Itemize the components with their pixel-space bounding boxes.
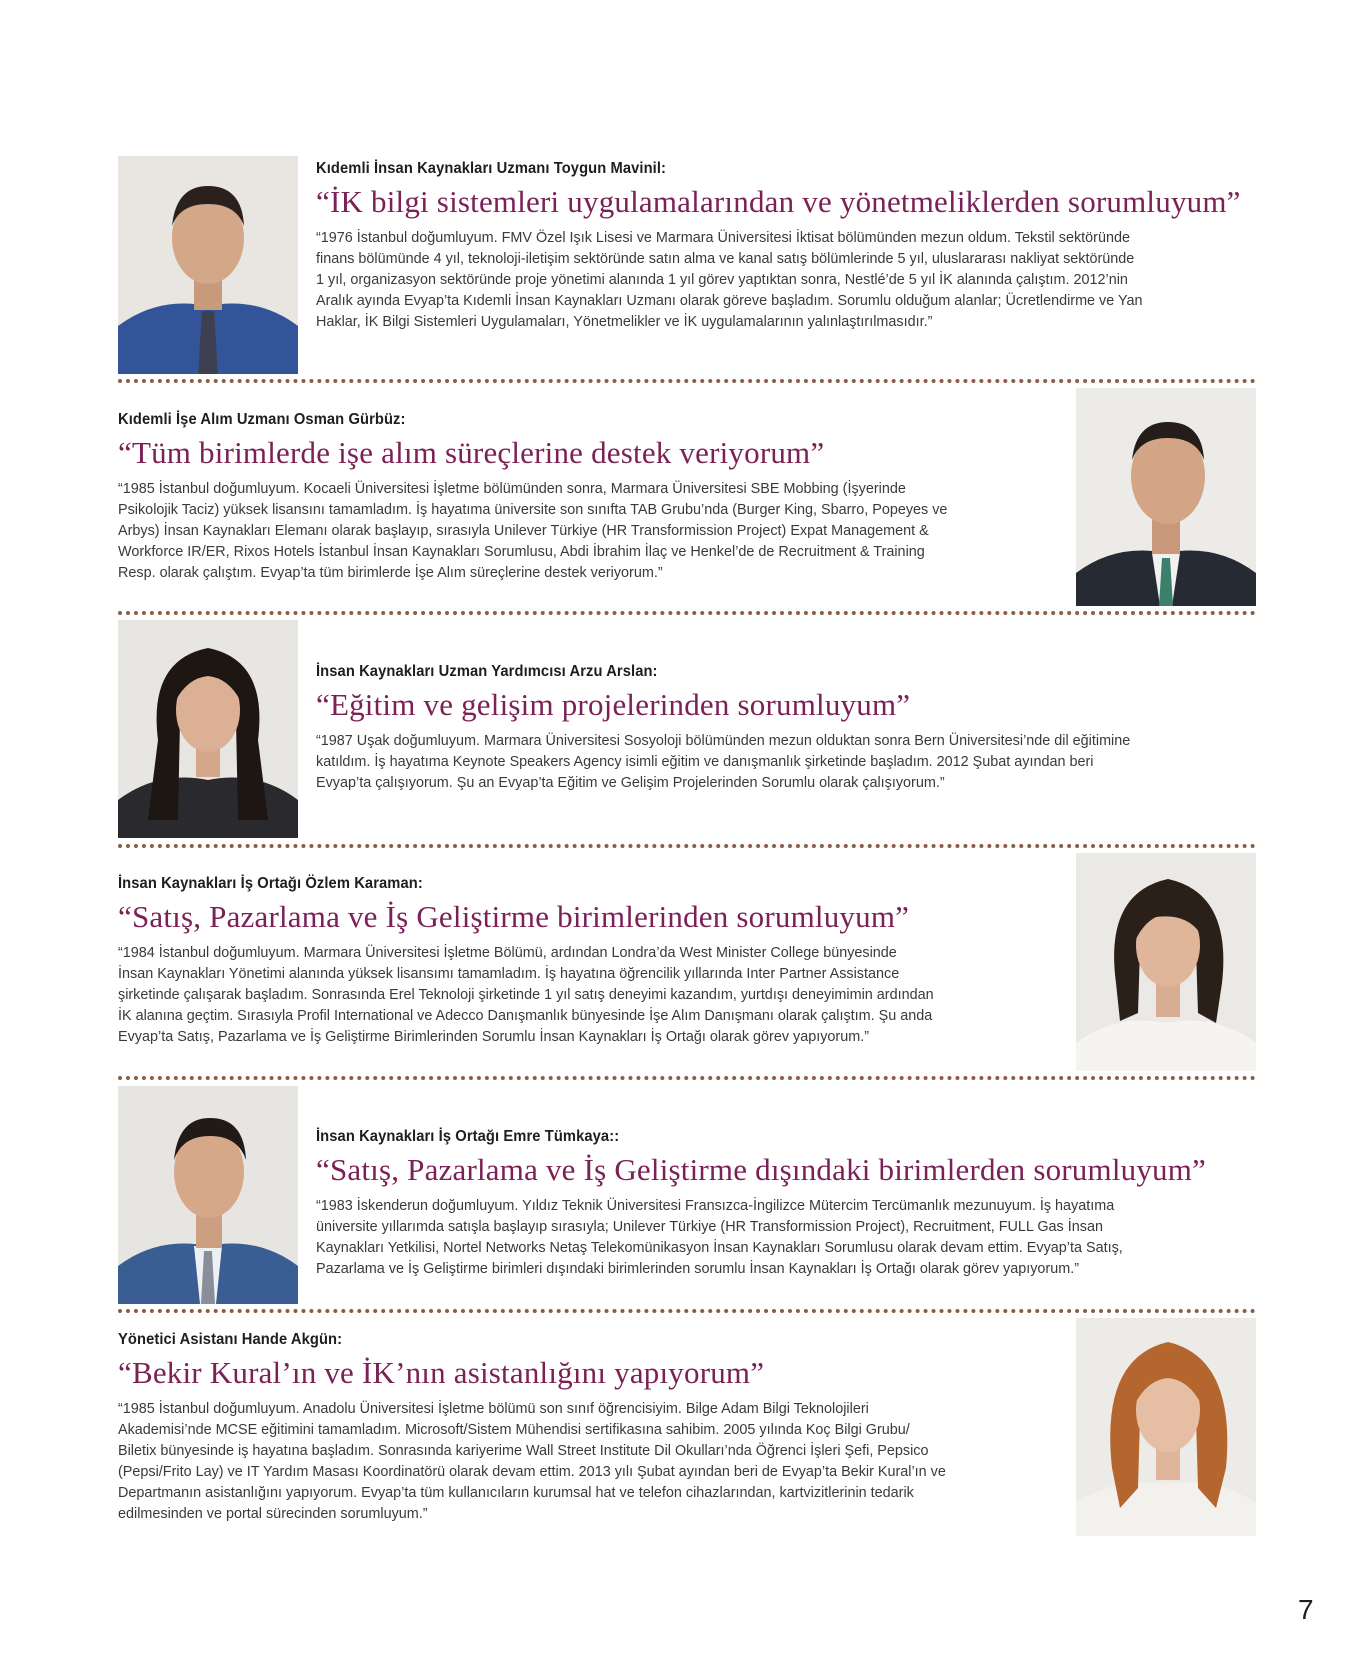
bio-line: finans bölümünde 4 yıl, teknoloji-iletişim sektöründe satın alma ve kanal satış bölümlerinde 5 yıl, uluslararası nakliyat sektöründe (316, 251, 1135, 267)
profile-text (118, 875, 1058, 1048)
profile-hande-akgun (118, 1318, 1256, 1536)
man-suit-photo (1076, 388, 1256, 606)
bio-paragraph (118, 1399, 1058, 1525)
profile-text (316, 663, 1256, 794)
bio-paragraph (316, 228, 1256, 333)
bio-line: İK alanına geçtim. Sırasıyla Profil International ve Adecco Danışmanlık bünyesinde İşe Alım Danışmanı olarak çalıştım. Şu anda (118, 1008, 933, 1024)
bio-line: Departmanın asistanlığını yapıyorum. Evyap’ta tüm kullanıcıların kurumsal hat ve telefon cihazlarından, kartvizitlerinin tedarik (118, 1485, 914, 1501)
bio-line: “1985 İstanbul doğumluyum. Kocaeli Üniversitesi İşletme bölümünden sonra, Marmara Üniversitesi SBE Mobbing (İşyerinde (118, 481, 906, 497)
bio-line: Evyap’ta çalışıyorum. Şu an Evyap’ta Eğitim ve Gelişim Projelerinden Sorumlu olarak çalışıyorum.” (316, 775, 945, 791)
role-heading: İnsan Kaynakları İş Ortağı Özlem Karaman: (118, 875, 423, 892)
profile-emre-tumkaya (118, 1086, 1256, 1304)
quote-headline: “Tüm birimlerde işe alım süreçlerine destek veriyorum” (118, 435, 825, 470)
bio-line: Akademisi’nde MCSE eğitimini tamamladım. Microsoft/Sistem Mühendisi sertifikasına sahibim. 2005 yılında Koç Bilgi Grubu/ (118, 1422, 910, 1438)
role-heading: Kıdemli İnsan Kaynakları Uzmanı Toygun Mavinil: (316, 160, 667, 177)
dotted-separator (118, 1076, 1256, 1080)
bio-line: edilmesinden ve portal sürecinden sorumluyum.” (118, 1506, 428, 1522)
bio-line: katıldım. İş hayatıma Keynote Speakers Agency isimli eğitim ve danışmanlık şirketinde başladım. 2012 Şubat ayından beri (316, 754, 1094, 770)
bio-line: Aralık ayında Evyap’ta Kıdemli İnsan Kaynakları Uzmanı olarak göreve başladım. Sorumlu olduğum alanlar; Ücretlendirme ve Yan (316, 293, 1143, 309)
bio-line: (Pepsi/Frito Lay) ve IT Yardım Masası Koordinatörü olarak devam ettim. 2013 yılı Şubat ayından beri de Evyap’ta Bekir Kural’ın ve (118, 1464, 946, 1480)
bio-line: Resp. olarak çalıştım. Evyap’ta tüm birimlerde İşe Alım süreçlerine destek veriyorum.” (118, 565, 663, 581)
woman-dark-hair-photo (118, 620, 298, 838)
role-heading: Yönetici Asistanı Hande Akgün: (118, 1331, 343, 1348)
profile-text (118, 1331, 1058, 1525)
bio-line: “1983 İskenderun doğumluyum. Yıldız Teknik Üniversitesi Fransızca-İngilizce Mütercim Tercümanlık mezunuyum. İş hayatıma (316, 1198, 1115, 1214)
bio-line: Workforce IR/ER, Rixos Hotels İstanbul İnsan Kaynakları Sorumlusu, Abdi İbrahim İlaç ve Henkel’de de Recruitment & Training (118, 544, 925, 560)
bio-line: “1984 İstanbul doğumluyum. Marmara Üniversitesi İşletme Bölümü, ardından Londra’da West Minister College bünyesinde (118, 945, 897, 961)
bio-line: Kaynakları Yetkilisi, Nortel Networks Netaş Telekomünikasyon İnsan Kaynakları Sorumlusu olarak devam ettim. Evyap’ta Satış, (316, 1240, 1123, 1256)
profile-arzu-arslan (118, 620, 1256, 838)
quote-headline: “Eğitim ve gelişim projelerinden sorumluyum” (316, 687, 911, 722)
profile-toygun-mavinil (118, 156, 1256, 374)
man-blue-jacket-photo (118, 1086, 298, 1304)
quote-headline: “İK bilgi sistemleri uygulamalarından ve yönetmeliklerden sorumluyum” (316, 184, 1241, 219)
quote-headline: “Bekir Kural’ın ve İK’nın asistanlığını yapıyorum” (118, 1355, 765, 1390)
bio-line: Arbys) İnsan Kaynakları Elemanı olarak başlayıp, sırasıyla Unilever Türkiye (HR Transformission Project) Expat Management & (118, 523, 929, 539)
bio-paragraph (316, 731, 1256, 794)
profile-text (316, 160, 1256, 333)
bio-line: üniversite yıllarımda satışla başlayıp sırasıyla; Unilever Türkiye (HR Transformission Project), Recruitment, FULL Gas İnsan (316, 1219, 1103, 1235)
profile-text (316, 1128, 1256, 1280)
bio-line: “1985 İstanbul doğumluyum. Anadolu Üniversitesi İşletme bölümü son sınıf öğrencisiyim. Bilge Adam Bilgi Teknolojileri (118, 1401, 869, 1417)
bio-line: Psikolojik Taciz) yüksek lisansını tamamladım. İş hayatıma üniversite son sınıfta TAB Grubu’nda (Burger King, Sbarro, Popeyes ve (118, 502, 948, 518)
bio-line: 1 yıl, organizasyon sektöründe proje yönetimi alanında 1 yıl görev yaptıktan sonra, Nestlé’de 5 yıl İK alanında çalıştım. 2012’nin (316, 272, 1128, 288)
role-heading: İnsan Kaynakları Uzman Yardımcısı Arzu Arslan: (316, 663, 658, 680)
dotted-separator (118, 611, 1256, 615)
dotted-separator (118, 844, 1256, 848)
role-heading: İnsan Kaynakları İş Ortağı Emre Tümkaya:: (316, 1128, 620, 1145)
bio-paragraph (118, 943, 1058, 1048)
woman-short-hair-photo (1076, 853, 1256, 1071)
bio-line: Pazarlama ve İş Geliştirme birimleri dışındaki birimlerinden sorumlu İnsan Kaynakları İş Ortağı olarak görev yapıyorum.” (316, 1261, 1079, 1277)
quote-headline: “Satış, Pazarlama ve İş Geliştirme birimlerinden sorumluyum” (118, 899, 910, 934)
bio-line: İnsan Kaynakları Yönetimi alanında yüksek lisansımı tamamladım. İş hayatına öğrencilik yıllarında Inter Partner Assistance (118, 966, 900, 982)
role-heading: Kıdemli İşe Alım Uzmanı Osman Gürbüz: (118, 411, 406, 428)
bio-line: Evyap’ta Satış, Pazarlama ve İş Geliştirme Birimlerinden Sorumlu İnsan Kaynakları İş Ortağı olarak görev yapıyorum.” (118, 1029, 870, 1045)
bio-line: Biletix bünyesinde iş hayatına başladım. Sonrasında kariyerime Wall Street Institute Dil Okulları’nda Öğrenci İşleri Şefi, Pepsico (118, 1443, 929, 1459)
bio-paragraph (316, 1196, 1256, 1280)
bio-line: “1987 Uşak doğumluyum. Marmara Üniversitesi Sosyoloji bölümünden mezun olduktan sonra Bern Üniversitesi’nde dil eğitimine (316, 733, 1131, 749)
profile-ozlem-karaman (118, 853, 1256, 1071)
woman-auburn-hair-photo (1076, 1318, 1256, 1536)
bio-paragraph (118, 479, 1058, 584)
dotted-separator (118, 1309, 1256, 1313)
bio-line: şirketinde çalışarak başladım. Sonrasında Erel Teknoloji şirketinde 1 yıl satış deneyimi kazandım, yurtdışı deneyimimin ardından (118, 987, 934, 1003)
bio-line: “1976 İstanbul doğumluyum. FMV Özel Işık Lisesi ve Marmara Üniversitesi İktisat bölümünden mezun oldum. Tekstil sektöründe (316, 230, 1130, 246)
profile-osman-gurbuz (118, 388, 1256, 606)
dotted-separator (118, 379, 1256, 383)
man-blue-shirt-photo (118, 156, 298, 374)
profile-text (118, 411, 1058, 584)
quote-headline: “Satış, Pazarlama ve İş Geliştirme dışındaki birimlerden sorumluyum” (316, 1152, 1207, 1187)
page-number: 7 (1298, 1594, 1314, 1625)
bio-line: Haklar, İK Bilgi Sistemleri Uygulamaları, Yönetmelikler ve İK uygulamalarının yalınlaştırılmasıdır.” (316, 314, 933, 330)
